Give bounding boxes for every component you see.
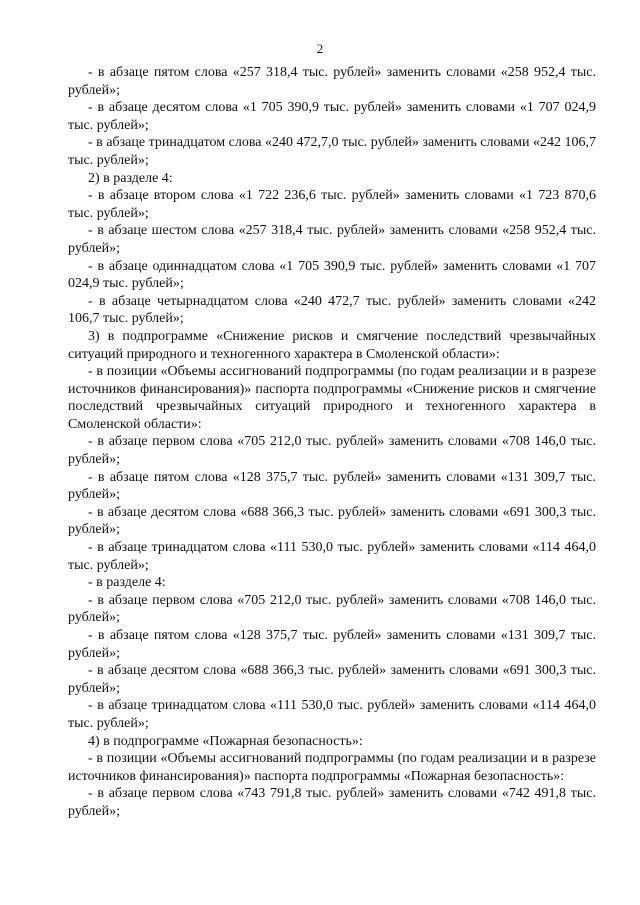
paragraph: 4) в подпрограмме «Пожарная безопасность»: <box>88 733 363 749</box>
paragraph: - в позиции «Объемы ассигнований подпрограммы (по годам реализации и в разрезе источников финансирования)» паспорта подпрограммы «Снижение рисков и смягчение последствий чрезвычайных ситуаций природного и техногенного характера в Смоленской области»: <box>68 364 596 432</box>
paragraph: - в абзаце тринадцатом слова «240 472,7,0 тыс. рублей» заменить словами «242 106,7 тыс. рублей»; <box>68 135 596 168</box>
paragraph: - в абзаце тринадцатом слова «111 530,0 тыс. рублей» заменить словами «114 464,0 тыс. рублей»; <box>68 698 596 731</box>
paragraph: 2) в разделе 4: <box>88 170 173 186</box>
paragraph: - в абзаце четырнадцатом слова «240 472,7 тыс. рублей» заменить словами «242 106,7 тыс. рублей»; <box>68 293 596 327</box>
paragraph: - в позиции «Объемы ассигнований подпрограммы (по годам реализации и в разрезе источников финансирования)» паспорта подпрограммы «Пожарная безопасность»: <box>68 751 596 784</box>
paragraph: - в абзаце пятом слова «128 375,7 тыс. рублей» заменить словами «131 309,7 тыс. рублей»; <box>68 628 596 661</box>
paragraph: - в абзаце десятом слова «688 366,3 тыс. рублей» заменить словами «691 300,3 тыс. рублей»; <box>68 663 596 696</box>
paragraph: - в абзаце тринадцатом слова «111 530,0 тыс. рублей» заменить словами «114 464,0 тыс. рублей»; <box>68 540 596 573</box>
page-number: 2 <box>316 41 324 56</box>
paragraph: - в абзаце пятом слова «128 375,7 тыс. рублей» заменить словами «131 309,7 тыс. рублей»; <box>68 469 596 503</box>
paragraph: - в абзаце первом слова «705 212,0 тыс. рублей» заменить словами «708 146,0 тыс. рублей»; <box>68 434 596 468</box>
paragraph: - в абзаце пятом слова «257 318,4 тыс. рублей» заменить словами «258 952,4 тыс. рублей»; <box>68 65 596 98</box>
paragraph: - в абзаце десятом слова «688 366,3 тыс. рублей» заменить словами «691 300,3 тыс. рублей»; <box>68 504 596 538</box>
paragraph: - в абзаце первом слова «743 791,8 тыс. рублей» заменить словами «742 491,8 тыс. рублей»; <box>68 786 596 819</box>
paragraph: - в абзаце шестом слова «257 318,4 тыс. рублей» заменить словами «258 952,4 тыс. рублей»; <box>68 223 596 256</box>
document-body <box>68 64 596 821</box>
paragraph: - в разделе 4: <box>88 575 166 591</box>
paragraph: - в абзаце одиннадцатом слова «1 705 390,9 тыс. рублей» заменить словами «1 707 024,9 тыс. рублей»; <box>68 258 596 292</box>
paragraph: - в абзаце первом слова «705 212,0 тыс. рублей» заменить словами «708 146,0 тыс. рублей»; <box>68 592 596 626</box>
paragraph: - в абзаце втором слова «1 722 236,6 тыс. рублей» заменить словами «1 723 870,6 тыс. рублей»; <box>68 188 596 221</box>
paragraph: 3) в подпрограмме «Снижение рисков и смягчение последствий чрезвычайных ситуаций природного и техногенного характера в Смоленской области»: <box>68 328 596 362</box>
paragraph: - в абзаце десятом слова «1 705 390,9 тыс. рублей» заменить словами «1 707 024,9 тыс. рублей»; <box>68 100 596 133</box>
